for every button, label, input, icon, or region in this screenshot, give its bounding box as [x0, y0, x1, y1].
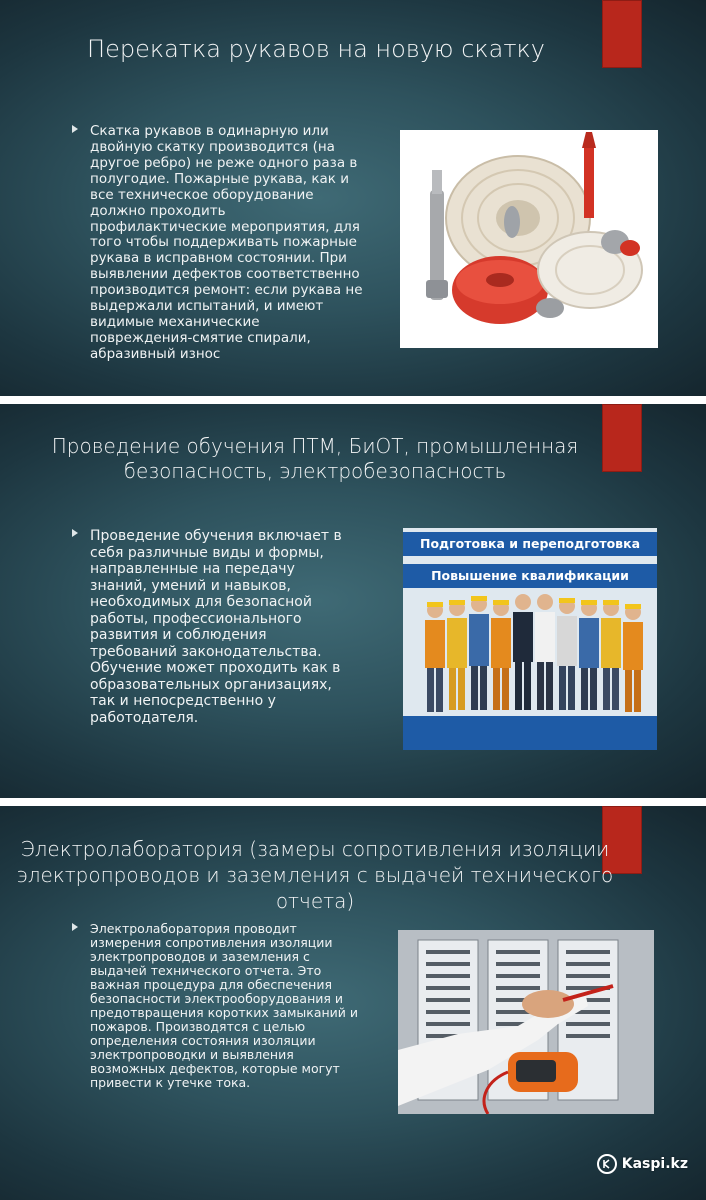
slide-title: Проведение обучения ПТМ, БиОТ, промышленная безопасность, электробезопасность	[51, 434, 579, 483]
slide-safety-training	[0, 404, 706, 798]
banner-training: Подготовка и переподготовка	[403, 532, 657, 556]
kaspi-logo-icon	[597, 1154, 617, 1174]
watermark-text: Kaspi.kz	[621, 1156, 688, 1172]
slide-title: Перекатка рукавов на новую скатку	[87, 35, 545, 63]
bullet-arrow-icon	[72, 125, 78, 133]
bullet-text: Проведение обучения включает в себя различные виды и формы, направленные на передачу знаний, умений и навыков, необходимых для безопасной работы, профессионального развития и соблюдения требований законодательства. Обучение может проходить как в образовательных организациях, так и непосредственно у работодателя.	[72, 528, 352, 726]
bullet-arrow-icon	[72, 923, 78, 931]
slide-hose-rerolling	[0, 0, 706, 396]
electrical-measurement-image	[398, 930, 654, 1114]
workers-group-image	[403, 528, 657, 750]
fire-hoses-image	[400, 130, 658, 348]
slide-title: Электролаборатория (замеры сопротивления изоляции электропроводов и заземления с выдачей технического отчета)	[16, 837, 614, 913]
kaspi-watermark	[597, 1154, 688, 1174]
bullet-arrow-icon	[72, 529, 78, 537]
bullet-text: Электролаборатория проводит измерения сопротивления изоляции электропроводов и заземления с выдачей технического отчета. Это важная процедура для обеспечения безопасности электрооборудования и предотвращения коротких замыканий и пожаров. Производятся с целью определения состояния изоляции электропроводки и выявления возможных дефектов, которые могут привести к утечке тока.	[72, 922, 362, 1090]
banner-qualification: Повышение квалификации	[403, 564, 657, 588]
accent-bar	[602, 0, 642, 68]
slide-electrical-lab	[0, 806, 706, 1200]
bullet-text: Скатка рукавов в одинарную или двойную скатку производится (на другое ребро) не реже одного раза в полугодие. Пожарные рукава, как и все техническое оборудование должно проходить профилактические мероприятия, для того чтобы поддерживать пожарные рукава в исправном состоянии. При выявлении дефектов соответственно производится ремонт: если рукава не выдержали испытаний, и имеют видимые механические повреждения-смятие спирали, абразивный износ	[72, 124, 364, 363]
